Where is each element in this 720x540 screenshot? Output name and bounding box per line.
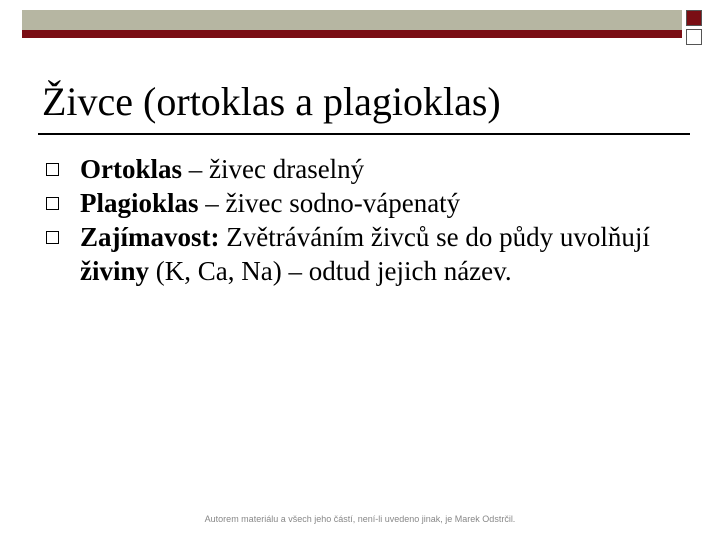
hollow-square-bullet-icon: [46, 231, 59, 244]
bullet-text: Zvětráváním živců se do půdy uvolňují: [219, 222, 650, 252]
corner-square-filled-icon: [686, 10, 702, 26]
bullet-item: [46, 220, 686, 288]
bullet-text: – živec draselný: [182, 154, 365, 184]
bullet-list: [46, 152, 686, 288]
slide-title: Živce (ortoklas a plagioklas): [42, 79, 501, 124]
corner-square-empty-icon: [686, 29, 702, 45]
bullet-item: [46, 152, 686, 186]
hollow-square-bullet-icon: [46, 197, 59, 210]
bullet-item: [46, 186, 686, 220]
top-accent-line: [22, 30, 682, 38]
bullet-term: Ortoklas: [80, 154, 183, 184]
bullet-text: – živec sodno-vápenatý: [198, 188, 461, 218]
title-underline: [38, 133, 690, 135]
bullet-emphasis: živiny: [80, 256, 150, 286]
hollow-square-bullet-icon: [46, 163, 59, 176]
bullet-text-continued: (K, Ca, Na) – odtud jejich název.: [149, 256, 512, 286]
bullet-term: Plagioklas: [80, 188, 199, 218]
footer-credit: Autorem materiálu a všech jeho částí, není-li uvedeno jinak, je Marek Odstrčil.: [204, 514, 516, 524]
bullet-term: Zajímavost:: [80, 222, 220, 252]
